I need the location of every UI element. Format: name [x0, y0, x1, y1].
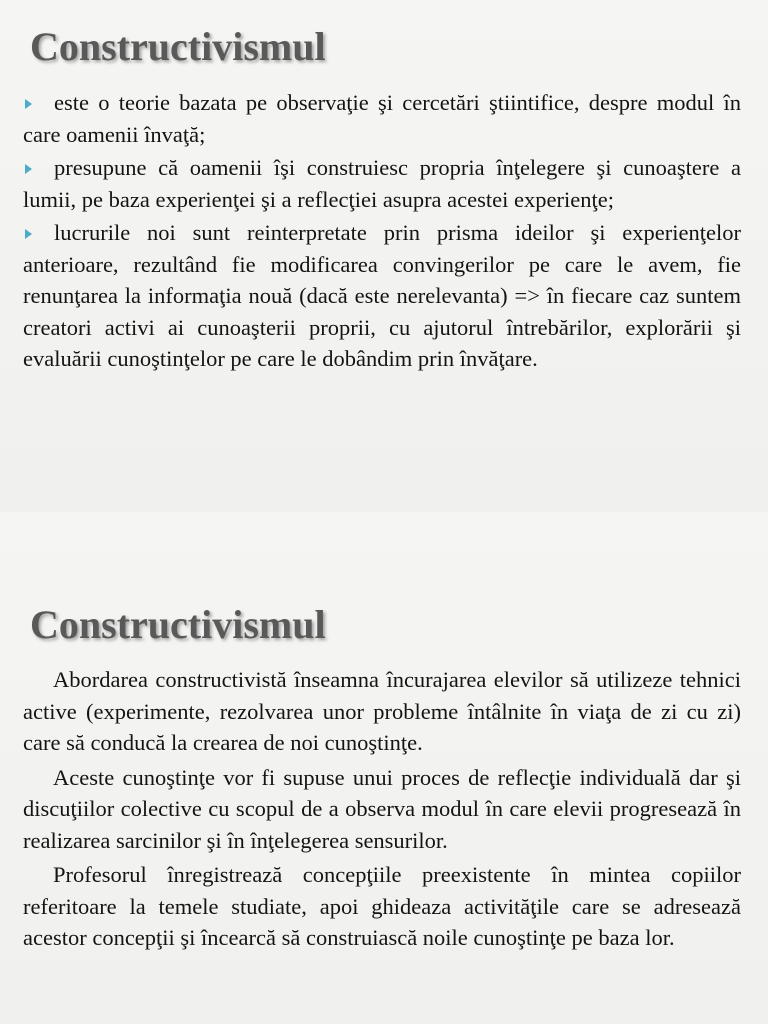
paragraph: Profesorul înregistrează concepţiile preexistente în mintea copiilor referitoare la temele studiate, apoi ghideaza activităţile care se adresează acestor concepţii şi încearcă să construiască noile cunoştinţe pe baza lor.: [23, 862, 741, 950]
bullet-text: lucrurile noi sunt reinterpretate prin prisma ideilor şi experienţelor anterioare, rezultând fie modificarea convingerilor pe care le avem, fie renunţarea la informaţia nouă (dacă este nerelevanta) => în fiecare caz suntem creatori activi ai cunoaşterii proprii, cu ajutorul întrebărilor, explorării şi evaluării cunoştinţelor pe care le dobândim prin învăţare.: [23, 220, 741, 371]
bullet-text: presupune că oamenii îşi construiesc propria înţelegere şi cunoaştere a lumii, pe baza experienţei şi a reflecţiei asupra acestei experienţe;: [23, 155, 741, 212]
bullet-arrow-icon: [25, 99, 32, 109]
bullet-arrow-icon: [25, 164, 32, 174]
paragraph: Aceste cunoştinţe vor fi supuse unui proces de reflecţie individuală dar şi discuţiilor colective cu scopul de a observa modul în care elevii progresează în realizarea sarcinilor şi în înţelegerea sensurilor.: [23, 764, 741, 853]
bullet-text: este o teorie bazata pe observaţie şi cercetări ştiintifice, despre modul în care oamenii învaţă;: [23, 90, 741, 147]
bullet-arrow-icon: [25, 229, 32, 239]
bullet-item: [23, 87, 741, 150]
slide-1-bullet-list: [23, 87, 741, 377]
bullet-item: [23, 152, 741, 215]
slide-2-body: [23, 664, 741, 957]
bullet-item: [23, 217, 741, 375]
slide-2: [0, 512, 768, 1024]
paragraph: Abordarea constructivistă înseamna încurajarea elevilor să utilizeze tehnici active (experimente, rezolvarea unor probleme întâlnite în viaţa de zi cu zi) care să conducă la crearea de noi cunoştinţe.: [23, 667, 741, 755]
slide-1-title: Constructivismul: [30, 24, 326, 69]
slide-2-title: Constructivismul: [30, 602, 326, 647]
